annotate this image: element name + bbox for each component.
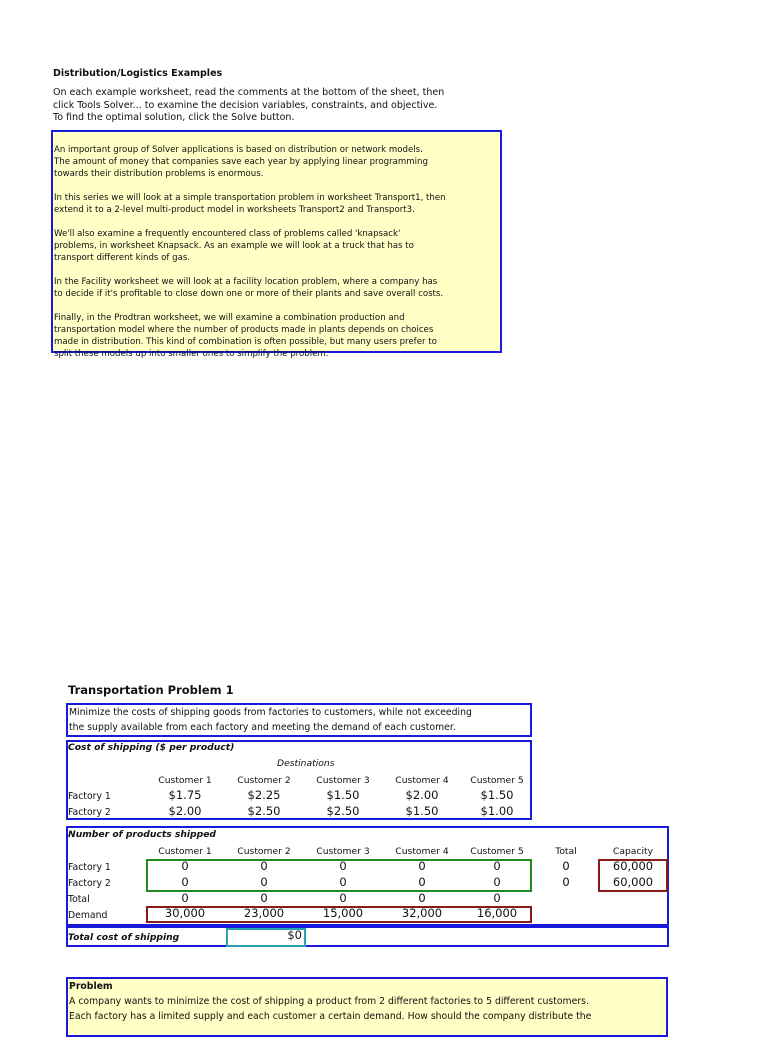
cost-cell[interactable]: $1.50 — [326, 788, 360, 802]
shipped-cell[interactable]: 0 — [418, 859, 426, 873]
description-box — [66, 703, 532, 737]
factory-row-label: Factory 1 — [68, 791, 111, 802]
intro-line: click Tools Solver... to examine the decision variables, constraints, and objective. — [53, 99, 438, 111]
intro-text — [53, 87, 473, 125]
intro-line: On each example worksheet, read the comments at the bottom of the sheet, then — [53, 87, 445, 98]
shipped-table-label: Number of products shipped — [68, 829, 217, 840]
row-total-cell[interactable]: 0 — [562, 859, 570, 873]
cost-cell[interactable]: $2.00 — [168, 804, 202, 818]
page-title: Distribution/Logistics Examples — [53, 68, 223, 79]
comment-line: made in distribution. This kind of combination is often possible, but many users prefer to — [54, 337, 437, 347]
cost-col-header: Customer 3 — [316, 775, 370, 786]
cost-table-label: Cost of shipping ($ per product) — [68, 742, 235, 753]
demand-cell[interactable]: 15,000 — [322, 906, 364, 920]
factory-row-label: Factory 2 — [68, 878, 111, 889]
comment-line: The amount of money that companies save each year by applying linear programming — [54, 157, 428, 167]
shipped-col-header: Customer 5 — [470, 846, 524, 857]
demand-row-label: Demand — [68, 910, 108, 921]
cost-cell[interactable]: $1.75 — [168, 788, 202, 802]
intro-line: To find the optimal solution, click the Solve button. — [53, 112, 295, 124]
shipped-cell[interactable]: 0 — [260, 875, 268, 889]
shipped-cell[interactable]: 0 — [418, 875, 426, 889]
comment-line: transport different kinds of gas. — [54, 253, 191, 263]
comment-line: An important group of Solver applications is based on distribution or network models. — [54, 145, 423, 155]
cost-cell[interactable]: $1.50 — [405, 804, 439, 818]
destinations-label: Destinations — [277, 758, 335, 769]
factory-row-label: Factory 2 — [68, 807, 111, 818]
shipped-cell[interactable]: 0 — [260, 859, 268, 873]
total-cost-cell[interactable]: $0 — [287, 928, 302, 942]
cost-cell[interactable]: $2.00 — [405, 788, 439, 802]
shipped-cell[interactable]: 0 — [181, 859, 189, 873]
cost-cell[interactable]: $2.50 — [326, 804, 360, 818]
shipped-col-header: Customer 4 — [395, 846, 449, 857]
comment-box[interactable] — [51, 130, 502, 359]
shipped-cell[interactable]: 0 — [181, 875, 189, 889]
row-total-cell[interactable]: 0 — [562, 875, 570, 889]
problem-box[interactable] — [66, 977, 668, 1037]
total-row-label: Total — [68, 894, 90, 905]
shipped-col-header: Customer 2 — [237, 846, 291, 857]
column-total-cell[interactable]: 0 — [493, 891, 501, 905]
description-line: Minimize the costs of shipping goods from factories to customers, while not exceeding — [69, 707, 472, 718]
demand-cell[interactable]: 23,000 — [243, 906, 285, 920]
column-total-cell[interactable]: 0 — [181, 891, 189, 905]
column-total-cell[interactable]: 0 — [260, 891, 268, 905]
capacity-cell[interactable]: 60,000 — [612, 859, 654, 873]
cost-col-header: Customer 2 — [237, 775, 291, 786]
comment-line: extend it to a 2-level multi-product model in worksheets Transport2 and Transport3. — [54, 205, 415, 215]
total-col-header: Total — [555, 846, 577, 857]
cost-col-header: Customer 1 — [158, 775, 212, 786]
comment-line: split these models up into smaller ones to simplify the problem. — [54, 349, 329, 359]
cost-cell[interactable]: $2.25 — [247, 788, 281, 802]
comment-line: transportation model where the number of products made in plants depends on choices — [54, 325, 434, 335]
column-total-cell[interactable]: 0 — [418, 891, 426, 905]
description-line: the supply available from each factory and meeting the demand of each customer. — [69, 722, 456, 733]
section-title: Transportation Problem 1 — [68, 683, 234, 697]
problem-line: Each factory has a limited supply and each customer a certain demand. How should the company distribute the — [69, 1011, 592, 1022]
shipped-cell[interactable]: 0 — [339, 875, 347, 889]
column-total-cell[interactable]: 0 — [339, 891, 347, 905]
comment-line: Finally, in the Prodtran worksheet, we will examine a combination production and — [54, 313, 405, 323]
shipped-cell[interactable]: 0 — [493, 859, 501, 873]
problem-label: Problem — [69, 981, 113, 992]
demand-cell[interactable]: 32,000 — [401, 906, 443, 920]
comment-line: In this series we will look at a simple transportation problem in worksheet Transport1, then — [54, 193, 446, 203]
comment-line: We'll also examine a frequently encountered class of problems called 'knapsack' — [54, 229, 401, 239]
comment-line: In the Facility worksheet we will look at a facility location problem, where a company has — [54, 277, 438, 287]
cost-cell[interactable]: $2.50 — [247, 804, 281, 818]
problem-line: A company wants to minimize the cost of shipping a product from 2 different factories to 5 different customers. — [69, 996, 589, 1007]
demand-cell[interactable]: 30,000 — [164, 906, 206, 920]
cost-cell[interactable]: $1.00 — [480, 804, 514, 818]
comment-line: problems, in worksheet Knapsack. As an example we will look at a truck that has to — [54, 241, 414, 251]
cost-col-header: Customer 4 — [395, 775, 449, 786]
comment-line: to decide if it's profitable to close down one or more of their plants and save overall costs. — [54, 289, 444, 299]
demand-cell[interactable]: 16,000 — [476, 906, 518, 920]
cost-cell[interactable]: $1.50 — [480, 788, 514, 802]
factory-row-label: Factory 1 — [68, 862, 111, 873]
comment-line: towards their distribution problems is enormous. — [54, 169, 264, 179]
total-cost-label: Total cost of shipping — [68, 932, 180, 943]
capacity-col-header: Capacity — [612, 846, 654, 857]
capacity-cell[interactable]: 60,000 — [612, 875, 654, 889]
shipped-cell[interactable]: 0 — [339, 859, 347, 873]
shipped-col-header: Customer 3 — [316, 846, 370, 857]
shipped-cell[interactable]: 0 — [493, 875, 501, 889]
shipped-col-header: Customer 1 — [158, 846, 212, 857]
cost-col-header: Customer 5 — [470, 775, 524, 786]
